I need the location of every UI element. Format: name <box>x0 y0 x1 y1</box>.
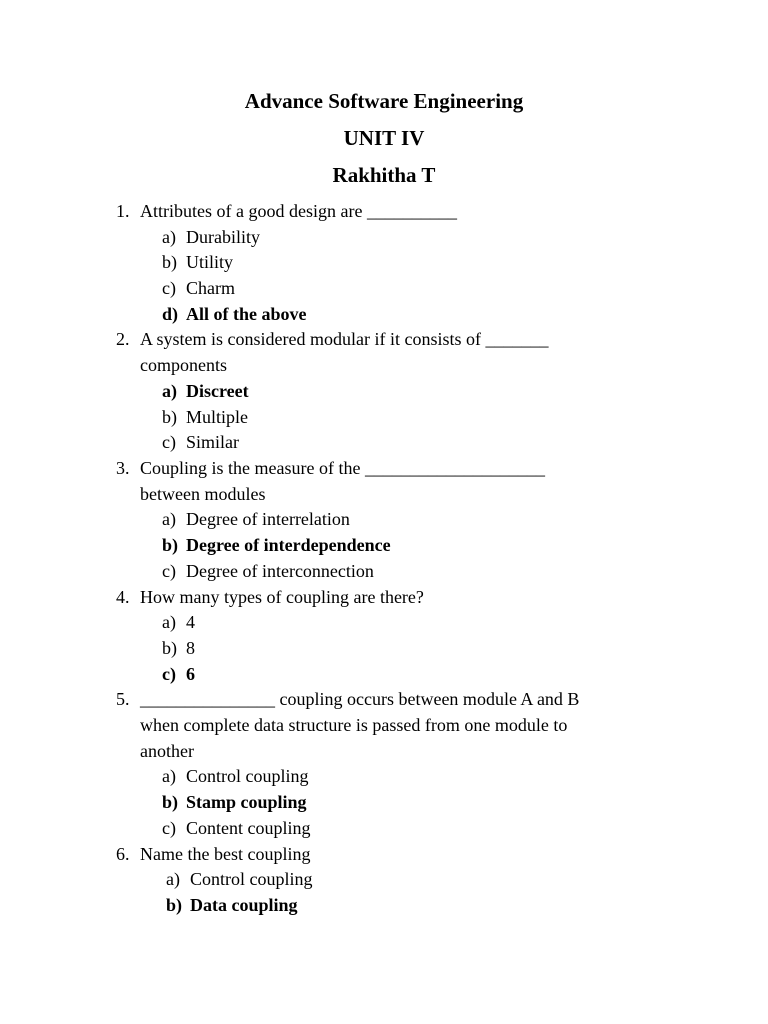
option-text: Durability <box>186 227 260 247</box>
option-text: 6 <box>186 664 195 684</box>
option-text: Charm <box>186 278 235 298</box>
option-text: Data coupling <box>190 895 298 915</box>
option-letter: a) <box>162 509 176 529</box>
option-text: Control coupling <box>186 766 309 786</box>
option-letter: b) <box>162 638 177 658</box>
option-letter: a) <box>166 869 180 889</box>
answer-option <box>162 405 248 429</box>
answer-option <box>162 430 239 454</box>
question-text: between modules <box>140 484 266 504</box>
answer-option-correct <box>162 662 195 686</box>
option-text: Control coupling <box>190 869 313 889</box>
option-letter: c) <box>162 278 176 298</box>
option-letter: d) <box>162 304 179 324</box>
answer-option <box>162 276 235 300</box>
option-text: Utility <box>186 252 234 272</box>
option-text: 8 <box>186 638 195 658</box>
unit-heading: UNIT IV <box>343 126 425 150</box>
question-number: 3. <box>116 458 130 478</box>
option-letter: b) <box>162 252 177 272</box>
question-line: How many types of coupling are there? <box>140 587 424 607</box>
option-text: 4 <box>186 612 195 632</box>
answer-option <box>162 250 233 274</box>
option-letter: c) <box>162 432 176 452</box>
option-letter: c) <box>162 664 176 684</box>
question-text: components <box>140 355 227 375</box>
answer-option <box>166 867 313 891</box>
answer-option <box>162 225 260 249</box>
option-text: Multiple <box>186 407 248 427</box>
question-text: another <box>140 741 194 761</box>
answer-option <box>162 764 309 788</box>
option-letter: b) <box>162 407 177 427</box>
question-text <box>116 199 457 223</box>
option-text: Degree of interconnection <box>186 561 374 581</box>
answer-option <box>162 816 311 840</box>
option-text: Discreet <box>186 381 249 401</box>
question-line: Coupling is the measure of the ____________________ <box>140 458 545 478</box>
question-text <box>116 456 545 480</box>
option-text: Content coupling <box>186 818 311 838</box>
answer-option <box>162 507 350 531</box>
option-letter: b) <box>162 792 179 812</box>
answer-option <box>162 636 195 660</box>
question-line: Name the best coupling <box>140 844 311 864</box>
option-letter: c) <box>162 818 176 838</box>
question-text <box>116 327 548 351</box>
question-line: A system is considered modular if it consists of _______ <box>140 329 549 349</box>
answer-option-correct <box>162 302 307 326</box>
answer-option <box>162 559 374 583</box>
document-title: Advance Software Engineering <box>244 89 524 113</box>
answer-option-correct <box>166 893 298 917</box>
option-text: Degree of interdependence <box>186 535 391 555</box>
option-text: Degree of interrelation <box>186 509 350 529</box>
answer-option <box>162 610 195 634</box>
question-line: _______________ coupling occurs between module A and B <box>140 689 580 709</box>
question-line: Attributes of a good design are __________ <box>140 201 457 221</box>
option-letter: a) <box>162 381 177 401</box>
option-letter: c) <box>162 561 176 581</box>
author-name: Rakhitha T <box>332 163 436 187</box>
option-text: Stamp coupling <box>186 792 307 812</box>
question-number: 5. <box>116 689 130 709</box>
question-text <box>116 687 579 711</box>
question-text <box>116 585 424 609</box>
question-number: 6. <box>116 844 130 864</box>
question-number: 4. <box>116 587 130 607</box>
option-letter: a) <box>162 766 176 786</box>
question-number: 1. <box>116 201 130 221</box>
option-text: All of the above <box>186 304 307 324</box>
answer-option-correct <box>162 790 307 814</box>
option-letter: a) <box>162 612 176 632</box>
option-letter: b) <box>166 895 183 915</box>
question-text <box>116 842 310 866</box>
option-letter: b) <box>162 535 179 555</box>
question-number: 2. <box>116 329 130 349</box>
answer-option-correct <box>162 533 391 557</box>
question-text: when complete data structure is passed from one module to <box>140 715 568 735</box>
option-letter: a) <box>162 227 176 247</box>
option-text: Similar <box>186 432 239 452</box>
answer-option-correct <box>162 379 249 403</box>
